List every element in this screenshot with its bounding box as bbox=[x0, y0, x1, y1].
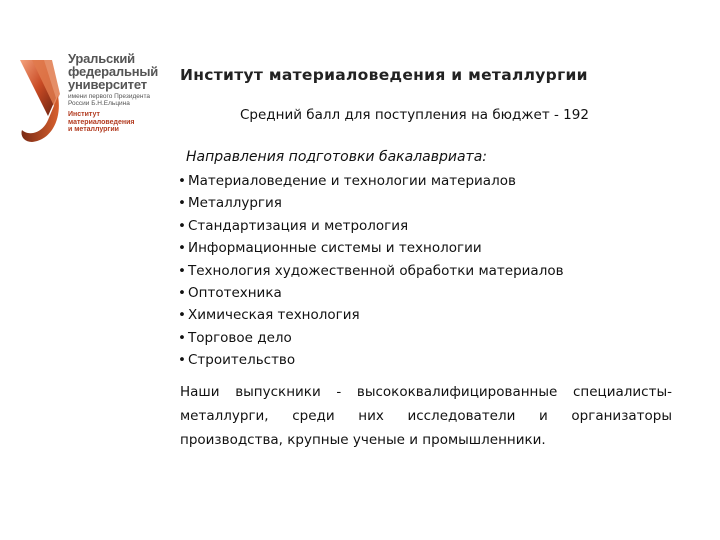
direction-label: Оптотехника bbox=[188, 285, 282, 302]
urfu-logo-mark-icon bbox=[18, 58, 64, 144]
bullet: • bbox=[178, 173, 186, 189]
bullet: • bbox=[178, 240, 186, 257]
list-item bbox=[178, 349, 564, 371]
logo-small-line: имени первого Президента bbox=[68, 93, 151, 100]
direction-label: Материаловедение и технологии материалов bbox=[188, 173, 516, 189]
direction-label: Металлургия bbox=[188, 195, 282, 212]
logo-institute-line: Институт bbox=[68, 111, 100, 118]
list-item bbox=[178, 282, 564, 304]
logo-university-line: университет bbox=[68, 77, 147, 92]
list-item bbox=[178, 237, 564, 259]
logo-text bbox=[68, 52, 178, 134]
direction-label: Информационные системы и технологии bbox=[188, 240, 482, 257]
admission-score: Средний балл для поступления на бюджет - 192 bbox=[240, 107, 589, 123]
logo-institute-line: материаловедения bbox=[68, 118, 135, 126]
bullet: • bbox=[178, 352, 186, 369]
bullet: • bbox=[178, 217, 186, 234]
bullet: • bbox=[178, 195, 186, 212]
bullet: • bbox=[178, 307, 186, 324]
direction-label: Строительство bbox=[188, 352, 296, 369]
logo-university-line: федеральный bbox=[68, 64, 159, 79]
logo-small-line: России Б.Н.Ельцина bbox=[68, 100, 130, 107]
direction-label: Стандартизация и метрология bbox=[188, 217, 409, 234]
bullet: • bbox=[178, 285, 186, 302]
directions-heading: Направления подготовки бакалавриата: bbox=[186, 149, 487, 165]
logo-university-line: Уральский bbox=[68, 51, 135, 66]
bullet: • bbox=[178, 262, 186, 279]
list-item bbox=[178, 215, 564, 237]
logo-institute-line: и металлургии bbox=[68, 126, 119, 133]
directions-list bbox=[178, 170, 564, 372]
graduates-paragraph: Наши выпускники - высококвалифицированные специалисты-металлурги, среди них исследователи и организаторы производства, крупные ученые и промышленники. bbox=[180, 384, 672, 448]
bullet: • bbox=[178, 329, 186, 346]
direction-label: Химическая технология bbox=[188, 307, 360, 324]
direction-label: Торговое дело bbox=[188, 329, 292, 346]
list-item bbox=[178, 192, 564, 214]
list-item bbox=[178, 327, 564, 349]
page-title: Институт материаловедения и металлургии bbox=[180, 66, 588, 84]
list-item bbox=[178, 170, 564, 192]
list-item bbox=[178, 304, 564, 326]
university-logo bbox=[18, 52, 168, 152]
direction-label: Технология художественной обработки материалов bbox=[188, 262, 564, 279]
list-item bbox=[178, 260, 564, 282]
